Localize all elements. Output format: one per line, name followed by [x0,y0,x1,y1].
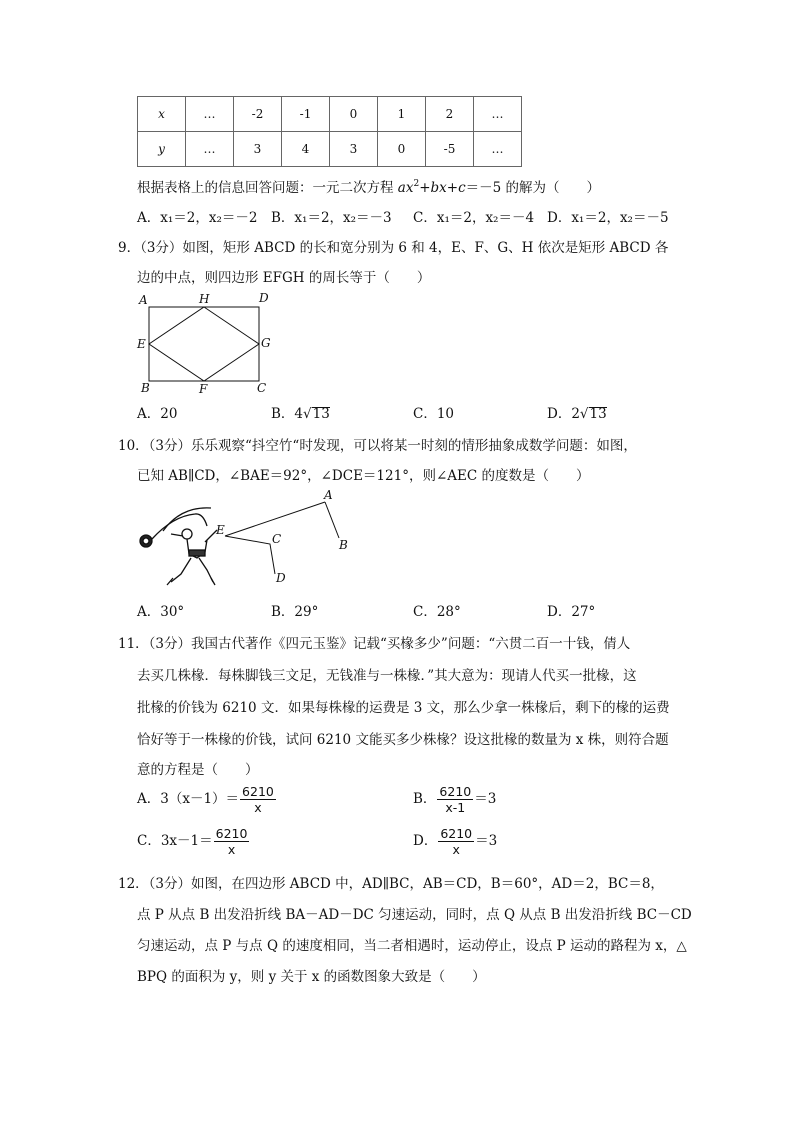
table-cell: … [186,132,234,167]
q11-option-a[interactable] [137,784,277,815]
q12-line-1: 12．（3分）如图，在四边形 ABCD 中，AD∥BC，AB＝CD，B＝60°，AD＝2，BC＝8， [118,876,664,892]
q10-line-2: 已知 AB∥CD，∠BAE＝92°，∠DCE＝121°，则∠AEC 的度数是（ ） [137,468,590,484]
q11-option-b[interactable] [413,784,496,815]
q11-option-d[interactable] [413,826,497,857]
table-cell: … [186,97,234,132]
label-c: C [257,381,267,395]
q8-text-a: 根据表格上的信息回答问题：一元二次方程 [137,180,398,196]
segment-ecd [225,536,275,574]
q9-option-a[interactable]: A．20 [137,406,178,422]
q11-option-c-prefix: C．3x－1＝ [137,833,213,849]
q11-option-d-suffix: ＝3 [475,833,498,849]
label-g: G [261,336,271,350]
q11-option-b-prefix: B． [413,791,437,807]
q9-option-c[interactable]: C．10 [413,406,455,422]
q9-line-2: 边的中点，则四边形 EFGH 的周长等于（ ） [137,270,431,286]
label-b: B [141,381,150,395]
q9-option-d-prefix: D．2 [547,406,580,422]
fraction [438,826,474,857]
denominator: x [254,800,262,815]
table-cell: 0 [378,132,426,167]
table-cell: 0 [330,97,378,132]
q11-option-c[interactable] [137,826,250,857]
label-a: A [324,488,333,502]
q11-option-b-suffix: ＝3 [474,791,497,807]
table-cell: -1 [282,97,330,132]
sqrt-sign: √ [303,406,312,422]
label-b: B [339,538,348,552]
table-cell: … [474,132,522,167]
q12-line-2: 点 P 从点 B 出发沿折线 BA－AD－DC 匀速运动，同时，点 Q 从点 B 出发沿折线 BC－CD [137,907,692,923]
q10-option-a[interactable]: A．30° [137,604,185,620]
q8-eq-b: +bx+c [419,180,466,196]
table-cell: 2 [426,97,474,132]
numerator: 6210 [215,826,248,841]
q8-option-c[interactable]: C．x₁＝2，x₂＝－4 [413,210,535,226]
q10-option-b[interactable]: B．29° [271,604,319,620]
q11-line-1: 11．（3分）我国古代著作《四元玉鉴》记载“买椽多少”问题：“六贯二百一十钱，倩人 [118,636,631,652]
table-row-header: x [138,97,186,132]
q11-line-2: 去买几株椽．每株脚钱三文足，无钱准与一株椽．”其大意为：现请人代买一批椽，这 [137,668,637,684]
q9-option-d[interactable] [547,402,607,422]
fraction [240,784,276,815]
quadrilateral-efgh [149,307,259,381]
q11-line-5: 意的方程是（ ） [137,762,259,778]
q11-line-4: 恰好等于一株椽的价钱，试问 6210 文能买多少株椽？设这批椽的数量为 x 株，则符合题 [137,732,669,748]
denominator: x-1 [445,800,466,815]
table-row-header: y [138,132,186,167]
q10-option-c[interactable]: C．28° [413,604,461,620]
q9-option-d-radicand: 13 [589,406,607,422]
q11-option-d-prefix: D． [413,833,438,849]
label-a: A [139,293,148,307]
table-cell: 3 [330,132,378,167]
q12-line-3: 匀速运动，点 P 与点 Q 的速度相同，当二者相遇时，运动停止，设点 P 运动的路程为 x，△ [137,938,687,954]
q9-option-b-prefix: B．4 [271,406,304,422]
rectangle-abcd [149,307,259,381]
table-cell: 3 [234,132,282,167]
table-cell: 4 [282,132,330,167]
table-cell: -2 [234,97,282,132]
table-row-x [138,97,522,132]
q8-option-d[interactable]: D．x₁＝2，x₂＝－5 [547,210,669,226]
fraction [214,826,250,857]
segment-ea [225,502,325,536]
label-d: D [276,571,286,585]
q10-line-1: 10．（3分）乐乐观察“抖空竹“时发现，可以将某一时刻的情形抽象成数学问题：如图， [118,438,637,454]
label-f: F [199,382,208,396]
q10-option-d[interactable]: D．27° [547,604,596,620]
fraction [437,784,473,815]
table-cell: 1 [378,97,426,132]
denominator: x [452,842,460,857]
numerator: 6210 [440,826,473,841]
label-d: D [259,291,269,305]
numerator: 6210 [439,784,472,799]
q8-option-a[interactable]: A．x₁＝2，x₂＝－2 [137,210,258,226]
q8-option-b[interactable]: B．x₁＝2，x₂＝－3 [271,210,392,226]
label-h: H [199,292,210,306]
q8-eq-a: ax [397,180,414,196]
segment-ab [325,502,339,538]
value-table [137,96,522,167]
q9-option-b[interactable] [271,402,330,422]
label-c: C [272,532,282,546]
q8-eq-sup: 2 [413,179,420,189]
numerator: 6210 [242,784,274,799]
table-cell: -5 [426,132,474,167]
q8-stem [137,176,600,196]
q11-line-3: 批椽的价钱为 6210 文．如果每株椽的运费是 3 文，那么少拿一株椽后，剩下的椽的运费 [137,700,670,716]
label-e: E [216,523,225,537]
table-cell: … [474,97,522,132]
q9-rectangle-figure [135,290,280,398]
q9-line-1: 9．（3分）如图，矩形 ABCD 的长和宽分别为 6 和 4，E、F、G、H 依次是矩形 ABCD 各 [118,240,669,256]
label-e: E [137,337,146,351]
q12-line-4: BPQ 的面积为 y，则 y 关于 x 的函数图象大致是（ ） [137,969,486,985]
q11-option-a-prefix: A．3（x－1）＝ [137,791,240,807]
diabolo-player-illustration [140,508,217,585]
sqrt-sign: √ [579,406,589,422]
q9-option-b-radicand: 13 [312,406,330,422]
q10-figure [133,486,358,591]
denominator: x [227,842,236,857]
table-row-y [138,132,522,167]
q8-text-b: ＝－5 的解为（ ） [465,180,601,196]
